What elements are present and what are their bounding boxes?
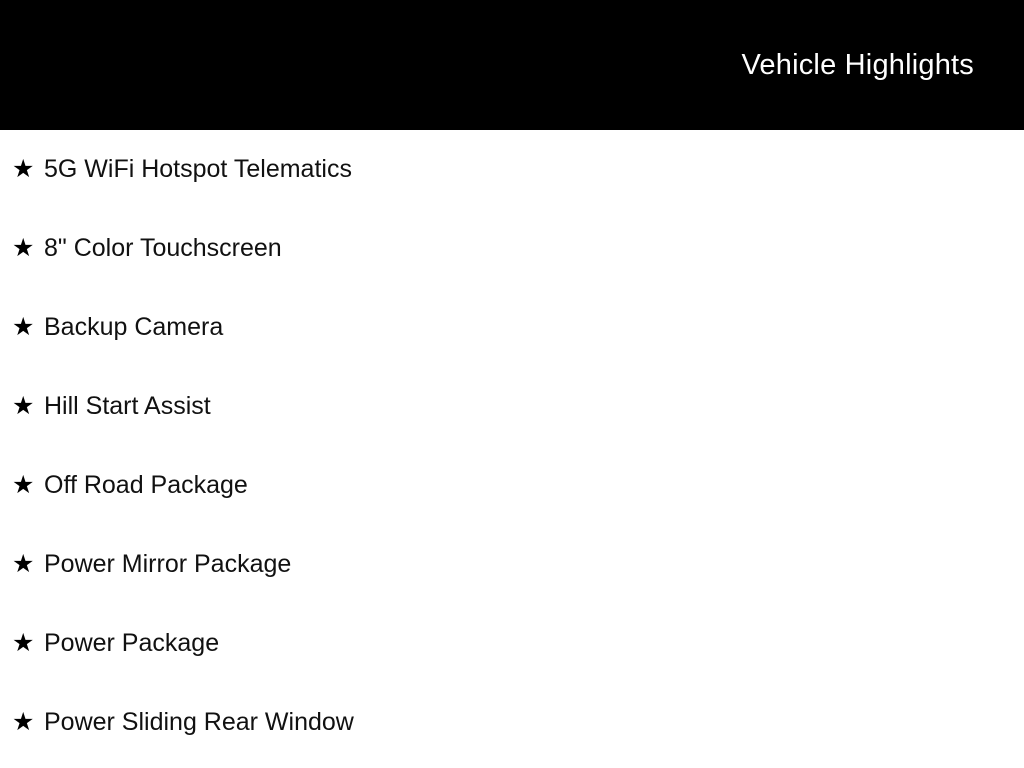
star-bullet-icon: ★ — [12, 708, 35, 736]
star-bullet-icon: ★ — [12, 629, 35, 657]
highlight-label: 5G WiFi Hotspot Telematics — [44, 154, 352, 183]
highlight-label: Hill Start Assist — [44, 391, 211, 420]
list-item — [0, 209, 1024, 288]
star-bullet-icon: ★ — [12, 392, 35, 420]
highlight-label: Power Package — [44, 628, 220, 657]
star-bullet-icon: ★ — [12, 550, 35, 578]
star-bullet-icon: ★ — [12, 234, 35, 262]
highlight-label: Off Road Package — [44, 470, 248, 499]
highlight-label: Power Mirror Package — [44, 549, 292, 578]
list-item — [0, 288, 1024, 367]
list-item — [0, 525, 1024, 604]
highlight-label: 8" Color Touchscreen — [44, 233, 282, 262]
star-bullet-icon: ★ — [12, 313, 35, 341]
page-header — [0, 0, 1024, 130]
list-item — [0, 446, 1024, 525]
list-item — [0, 130, 1024, 209]
star-bullet-icon: ★ — [12, 155, 35, 183]
star-bullet-icon: ★ — [12, 471, 35, 499]
list-item — [0, 604, 1024, 683]
page-title: Vehicle Highlights — [741, 48, 974, 81]
highlight-label: Power Sliding Rear Window — [44, 707, 354, 736]
list-item — [0, 367, 1024, 446]
vehicle-highlights-list — [0, 130, 1024, 762]
list-item — [0, 683, 1024, 762]
highlight-label: Backup Camera — [44, 312, 224, 341]
